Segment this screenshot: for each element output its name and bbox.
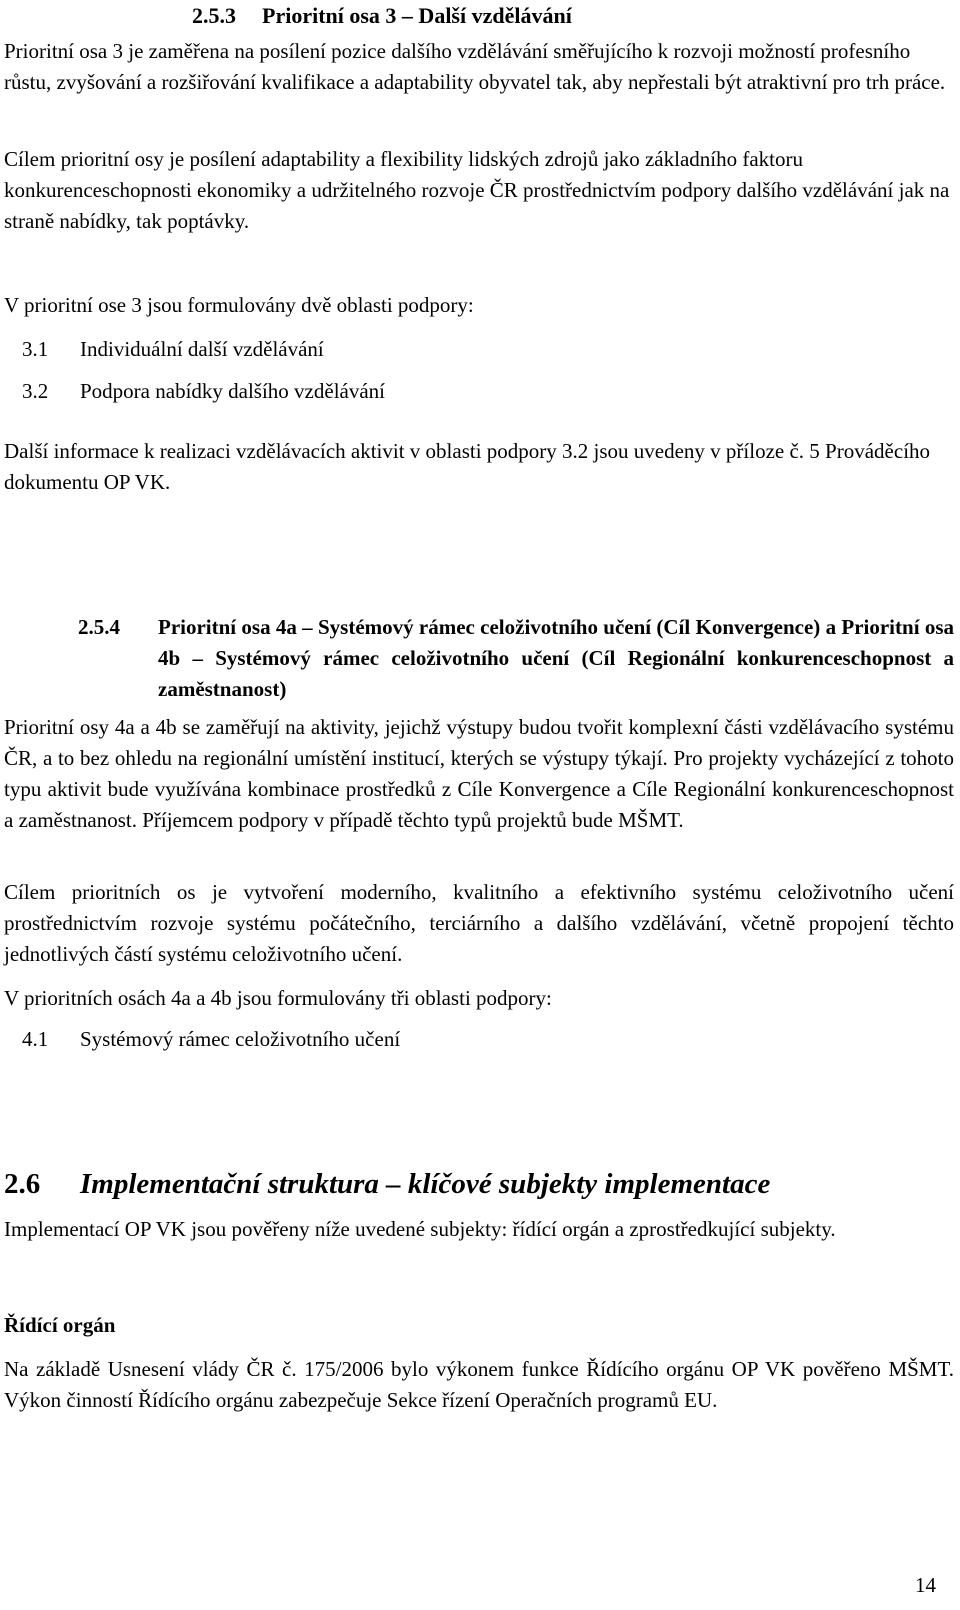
paragraph: Na základě Usnesení vlády ČR č. 175/2006 bylo výkonem funkce Řídícího orgánu OP VK pověřeno MŠMT. Výkon činností Řídícího orgánu zabezpečuje Sekce řízení Operačních programů EU. [4, 1357, 954, 1412]
intro-paragraph: Prioritní osa 3 je zaměřena na posílení pozice dalšího vzdělávání směřujícího k rozvoji možností profesního růstu, zvyšování a rozšiřování kvalifikace a adaptability obyvatel tak, aby nepřestali být atraktivní pro trh práce. [4, 39, 946, 94]
subheading-ridici-organ: Řídící orgán [4, 1313, 116, 1337]
section-2-5-3-heading [192, 2, 572, 30]
paragraph: Implementací OP VK jsou pověřeny níže uvedené subjekty: řídící orgán a zprostředkující subjekty. [4, 1217, 836, 1241]
section-title: Prioritní osa 3 – Další vzdělávání [262, 3, 572, 28]
section-2-6-heading [4, 1164, 770, 1204]
paragraph: Prioritní osy 4a a 4b se zaměřují na aktivity, jejichž výstupy budou tvořit komplexní části vzdělávacího systému ČR, a to bez ohledu na regionální umístění institucí, kterých se výstupy týkají. Pro projekty vycházející z tohoto typu aktivit bude využívána kombinace prostředků z Cíle Konvergence a Cíle Regionální konkurenceschopnost a zaměstnanost. Příjemcem podpory v případě těchto typů projektů bude MŠMT. [4, 715, 954, 832]
areas-intro: V prioritní ose 3 jsou formulovány dvě oblasti podpory: [4, 293, 474, 317]
page-number: 14 [915, 1573, 936, 1597]
goal-paragraph: Cílem prioritní osy je posílení adaptability a flexibility lidských zdrojů jako základního faktoru konkurenceschopnosti ekonomiky a udržitelného rozvoje ČR prostřednictvím podpory dalšího vzdělávání jak na straně nabídky, tak poptávky. [4, 147, 950, 233]
note-paragraph: Další informace k realizaci vzdělávacích aktivit v oblasti podpory 3.2 jsou uvedeny v příloze č. 5 Prováděcího dokumentu OP VK. [4, 439, 931, 494]
section-number: 2.5.3 [192, 3, 236, 28]
section-title: Implementační struktura – klíčové subjekty implementace [80, 1168, 771, 1200]
list-item: 4.1 Systémový rámec celoživotního učení [22, 1027, 401, 1051]
list-item: 3.1 Individuální další vzdělávání [22, 337, 324, 361]
section-number: 2.6 [4, 1168, 41, 1200]
list-item: 3.2 Podpora nabídky dalšího vzdělávání [22, 379, 386, 403]
section-title: Prioritní osa 4a – Systémový rámec celoživotního učení (Cíl Konvergence) a Prioritní osa 4b – Systémový rámec celoživotního učení (Cíl Regionální konkurenceschopnost a zaměstnanost) [158, 615, 954, 701]
areas-intro: V prioritních osách 4a a 4b jsou formulovány tři oblasti podpory: [4, 986, 552, 1010]
paragraph: Cílem prioritních os je vytvoření moderního, kvalitního a efektivního systému celoživotního učení prostřednictvím rozvoje systému počátečního, terciárního a dalšího vzdělávání, včetně propojení těchto jednotlivých částí systému celoživotního učení. [4, 880, 954, 966]
section-2-5-4-heading [78, 612, 954, 705]
section-number: 2.5.4 [78, 615, 120, 639]
